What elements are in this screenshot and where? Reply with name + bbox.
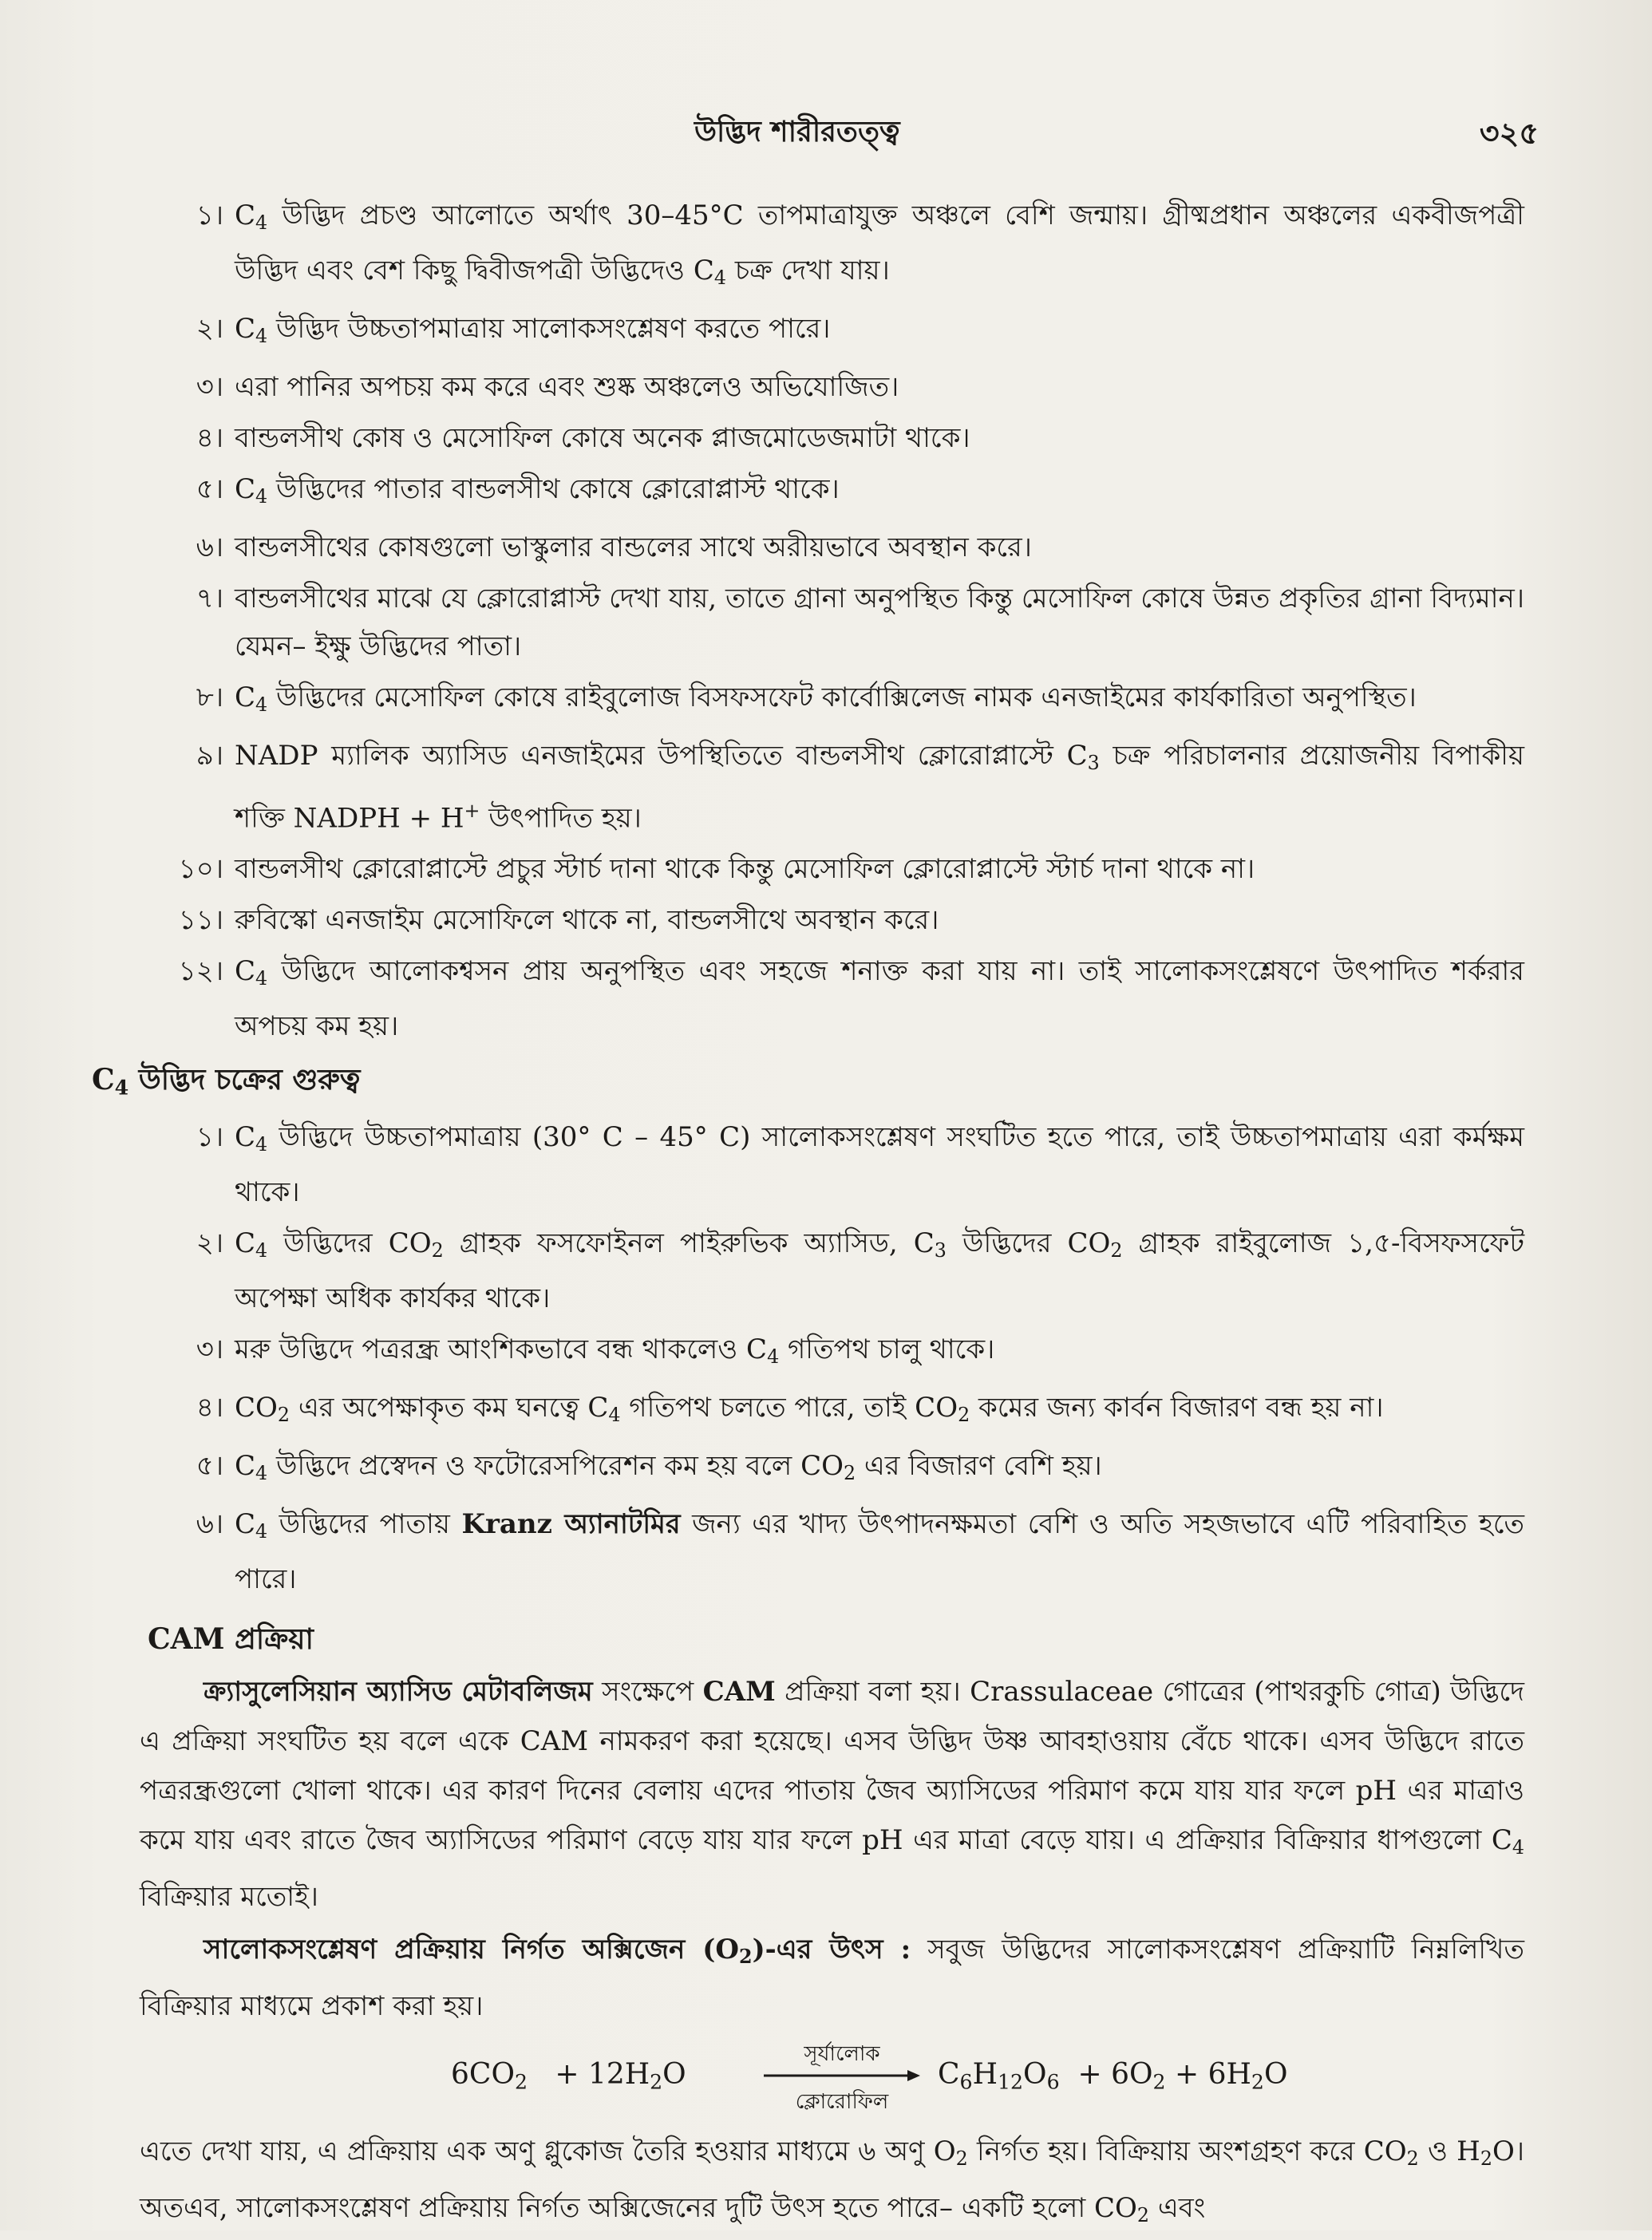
item-number: ৩।: [196, 1333, 223, 1366]
c4-feature-item: [148, 845, 1524, 893]
c4-importance-item: [148, 1219, 1524, 1322]
c4-feature-item: [148, 674, 1524, 729]
item-text: $C_4$ উদ্ভিদের মেসোফিল কোষে রাইবুলোজ বিসফসফেট কার্বোক্সিলেজ নামক এনজাইমের কার্যকারিতা অনুপস্থিত।: [235, 681, 1417, 716]
c4-feature-item: [148, 305, 1524, 360]
reaction-arrow: [762, 2034, 922, 2114]
cam-paragraph: ক্র্যাসুলেসিয়ান অ্যাসিড মেটাবলিজম সংক্ষেপে CAM প্রক্রিয়া বলা হয়। Crassulaceae গোত্রের (পাথরকুচি গোত্র) উদ্ভিদে এ প্রক্রিয়া সংঘটিত হয় বলে একে CAM নামকরণ করা হয়েছে। এসব উদ্ভিদ উষ্ণ আবহাওয়ায় বেঁচে থাকে। এসব উদ্ভিদে রাতে পত্ররন্ধ্রগুলো খোলা থাকে। এর কারণ দিনের বেলায় এদের পাতায় জৈব অ্যাসিডের পরিমাণ কমে যায় যার ফলে pH এর মাত্রাও কমে যায় এবং রাতে জৈব অ্যাসিডের পরিমাণ বেড়ে যায় যার ফলে pH এর মাত্রা বেড়ে যায়। এ প্রক্রিয়ার বিক্রিয়ার ধাপগুলো $C_4$ বিক্রিয়ার মতোই।: [140, 1675, 1524, 1913]
item-number: ১১।: [178, 903, 223, 936]
photosynthesis-equation: [451, 2034, 1524, 2122]
arrow-label-sunlight: সূর্যালোক: [804, 2041, 880, 2066]
item-text: $C_4$ উদ্ভিদ উচ্চতাপমাত্রায় সালোকসংশ্লেষণ করতে পারে।: [235, 312, 831, 347]
running-header: [0, 110, 1652, 158]
item-number: ৯।: [196, 739, 223, 772]
c4-importance-item: [148, 1384, 1524, 1439]
c4-feature-item: [148, 732, 1524, 842]
section-title-cam: CAM প্রক্রিয়া: [148, 1622, 314, 1656]
item-text: $C_4$ উদ্ভিদের পাতার বান্ডলসীথ কোষে ক্লোরোপ্লাস্ট থাকে।: [235, 472, 840, 508]
item-number: ৩।: [196, 370, 223, 403]
c4-feature-item: [148, 465, 1524, 520]
item-text: $C_4$ উদ্ভিদে উচ্চতাপমাত্রায় (30° C – 45° C) সালোকসংশ্লেষণ সংঘটিত হতে পারে, তাই উচ্চতাপমাত্রায় এরা কর্মক্ষম থাকে।: [235, 1121, 1524, 1209]
item-number: ৮।: [196, 681, 223, 713]
item-text: বান্ডলসীথের মাঝে যে ক্লোরোপ্লাস্ট দেখা যায়, তাতে গ্রানা অনুপস্থিত কিন্তু মেসোফিল কোষে উন্নত প্রকৃতির গ্রানা বিদ্যমান। যেমন– ইক্ষু উদ্ভিদের পাতা।: [235, 582, 1524, 662]
page-number: ৩২৫: [1479, 115, 1539, 151]
item-number: ৬।: [196, 1507, 223, 1540]
c4-importance-item: [148, 1442, 1524, 1497]
c4-importance-item: [148, 1113, 1524, 1216]
item-text: বান্ডলসীথ ক্লোরোপ্লাস্টে প্রচুর স্টার্চ দানা থাকে কিন্তু মেসোফিল ক্লোরোপ্লাস্টে স্টার্চ দানা থাকে না।: [235, 852, 1255, 885]
arrow-label-chlorophyll: ক্লোরোফিল: [795, 2089, 889, 2114]
item-text: বান্ডলসীথ কোষ ও মেসোফিল কোষে অনেক প্লাজমোডেজমাটা থাকে।: [235, 421, 970, 454]
item-number: ৪।: [196, 421, 223, 454]
item-text: $CO_2$ এর অপেক্ষাকৃত কম ঘনত্বে $C_4$ গতিপথ চলতে পারে, তাই $CO_2$ কমের জন্য কার্বন বিজারণ বন্ধ হয় না।: [235, 1392, 1384, 1426]
oxygen-source-paragraph: সালোকসংশ্লেষণ প্রক্রিয়ায় নির্গত অক্সিজেন $(O_2)-এর$ উৎস : সবুজ উদ্ভিদের সালোকসংশ্লেষণ প্রক্রিয়াটি নিম্নলিখিত বিক্রিয়ার মাধ্যমে প্রকাশ করা হয়।: [140, 1933, 1524, 2022]
item-number: ১।: [196, 1121, 223, 1154]
c4-feature-item: [148, 523, 1524, 571]
item-text: মরু উদ্ভিদে পত্ররন্ধ্র আংশিকভাবে বন্ধ থাকলেও $C_4$ গতিপথ চালু থাকে।: [235, 1333, 995, 1368]
c4-feature-item: [148, 947, 1524, 1050]
right-arrow-icon: [762, 2068, 922, 2084]
item-number: ৭।: [196, 582, 223, 614]
item-number: ৪।: [196, 1392, 223, 1424]
section-title-c4-importance: $C_4$ উদ্ভিদ চক্রের গুরুত্ব: [92, 1062, 361, 1100]
item-text: $C_4$ উদ্ভিদের পাতায় Kranz অ্যানাটমির জন্য এর খাদ্য উৎপাদনক্ষমতা বেশি ও অতি সহজভাবে এটি পরিবাহিত হতে পারে।: [235, 1507, 1524, 1595]
item-number: ১০।: [178, 852, 223, 885]
item-number: ১২।: [178, 954, 223, 987]
chapter-title: উদ্ভিদ শারীরতত্ত্ব: [694, 115, 900, 148]
item-number: ১।: [196, 200, 223, 231]
equation-reactants: $6CO_2 + 12H_2O$: [451, 2057, 686, 2093]
item-text: $C_4$ উদ্ভিদের $CO_2$ গ্রাহক ফসফোইনল পাইরুভিক অ্যাসিড, $C_3$ উদ্ভিদের $CO_2$ গ্রাহক রাইবুলোজ ১,৫-বিসফসফেট অপেক্ষা অধিক কার্যকর থাকে।: [235, 1227, 1524, 1315]
item-number: ৫।: [196, 1449, 223, 1482]
item-text: বান্ডলসীথের কোষগুলো ভাস্কুলার বান্ডলের সাথে অরীয়ভাবে অবস্থান করে।: [235, 531, 1032, 563]
item-text: $C_4$ উদ্ভিদ প্রচণ্ড আলোতে অর্থাৎ 30–45°C তাপমাত্রাযুক্ত অঞ্চলে বেশি জন্মায়। গ্রীষ্মপ্রধান অঞ্চলের একবীজপত্রী উদ্ভিদ এবং বেশ কিছু দ্বিবীজপত্রী উদ্ভিদেও $C_4$ চক্র দেখা যায়।: [235, 200, 1524, 289]
equation-products: $C_6H_{12}O_6 + 6O_2 + 6H_2O$: [938, 2057, 1288, 2093]
item-text: $C_4$ উদ্ভিদে আলোকশ্বসন প্রায় অনুপস্থিত এবং সহজে শনাক্ত করা যায় না। তাই সালোকসংশ্লেষণে উৎপাদিত শর্করার অপচয় কম হয়।: [235, 954, 1524, 1042]
item-number: ২।: [196, 1227, 223, 1260]
final-paragraph: এতে দেখা যায়, এ প্রক্রিয়ায় এক অণু গ্লুকোজ তৈরি হওয়ার মাধ্যমে ৬ অণু $O_2$ নির্গত হয়। বিক্রিয়ায় অংশগ্রহণ করে $CO_2$ ও $H_2O।$ অতএব, সালোকসংশ্লেষণ প্রক্রিয়ায় নির্গত অক্সিজেনের দুটি উৎস হতে পারে– একটি হলো $CO_2$ এবং: [140, 2135, 1525, 2226]
item-text: রুবিস্কো এনজাইম মেসোফিলে থাকে না, বান্ডলসীথে অবস্থান করে।: [235, 903, 939, 936]
item-number: ২।: [196, 312, 223, 345]
c4-feature-item: [148, 896, 1524, 944]
c4-importance-list: [148, 1113, 1524, 1603]
c4-features-list: [148, 192, 1524, 1050]
c4-feature-item: [148, 575, 1524, 670]
c4-feature-item: [148, 414, 1524, 462]
c4-importance-item: [148, 1500, 1524, 1603]
item-number: ৫।: [196, 472, 223, 505]
c4-importance-item: [148, 1325, 1524, 1381]
item-text: $C_4$ উদ্ভিদে প্রস্বেদন ও ফটোরেসপিরেশন কম হয় বলে $CO_2$ এর বিজারণ বেশি হয়।: [235, 1449, 1102, 1484]
c4-feature-item: [148, 192, 1524, 302]
c4-feature-item: [148, 363, 1524, 411]
page-body: [92, 192, 1525, 2240]
item-text: NADP ম্যালিক অ্যাসিড এনজাইমের উপস্থিতিতে বান্ডলসীথ ক্লোরোপ্লাস্টে $C_3$ চক্র পরিচালনার প্রয়োজনীয় বিপাকীয় শক্তি NADPH + H+ উৎপাদিত হয়।: [235, 739, 1525, 834]
item-text: এরা পানির অপচয় কম করে এবং শুষ্ক অঞ্চলেও অভিযোজিত।: [235, 370, 899, 403]
item-number: ৬।: [196, 531, 223, 563]
